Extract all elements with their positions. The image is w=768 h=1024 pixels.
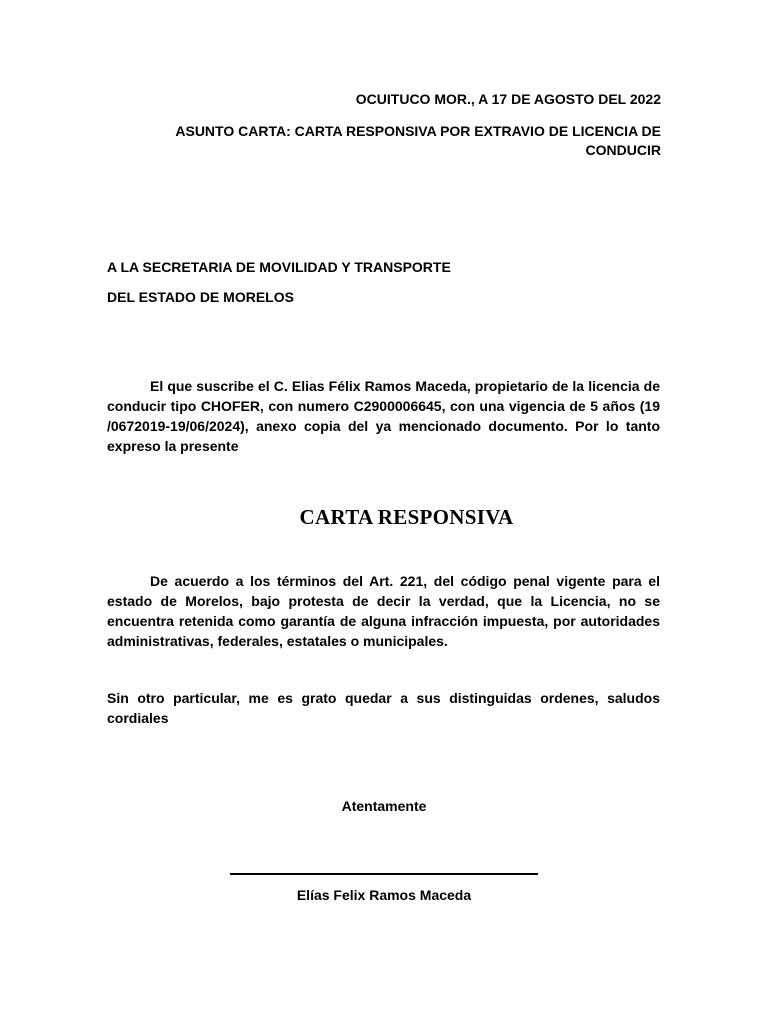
signature-line bbox=[230, 873, 538, 875]
closing-salutation: Atentamente bbox=[341, 798, 427, 814]
place-and-date: OCUITUCO MOR., A 17 DE AGOSTO DEL 2022 bbox=[355, 91, 661, 107]
signer-name: Elías Felix Ramos Maceda bbox=[296, 887, 472, 903]
recipient-line-1: A LA SECRETARIA DE MOVILIDAD Y TRANSPORTE bbox=[107, 259, 451, 275]
body-paragraph-2: De acuerdo a los términos del Art. 221, del código penal vigente para el estado de Morelos, bajo protesta de decir la verdad, que la Licencia, no se encuentra retenida como garantía de alguna infracción impuesta, por autoridades administrativas, federales, estatales o municipales. bbox=[107, 573, 660, 649]
letter-subject: ASUNTO CARTA: CARTA RESPONSIVA POR EXTRAVIO DE LICENCIA DE CONDUCIR bbox=[175, 123, 661, 158]
document-title: CARTA RESPONSIVA bbox=[299, 505, 514, 529]
recipient-line-2: DEL ESTADO DE MORELOS bbox=[107, 289, 294, 305]
body-paragraph-3: Sin otro particular, me es grato quedar a sus distinguidas ordenes, saludos cordiales bbox=[107, 690, 660, 726]
body-paragraph-1: El que suscribe el C. Elias Félix Ramos Maceda, propietario de la licencia de conducir tipo CHOFER, con numero C2900006645, con una vigencia de 5 años (19 /0672019-19/06/2024), anexo copia del ya mencionado documento. Por lo tanto expreso la presente bbox=[107, 378, 660, 454]
